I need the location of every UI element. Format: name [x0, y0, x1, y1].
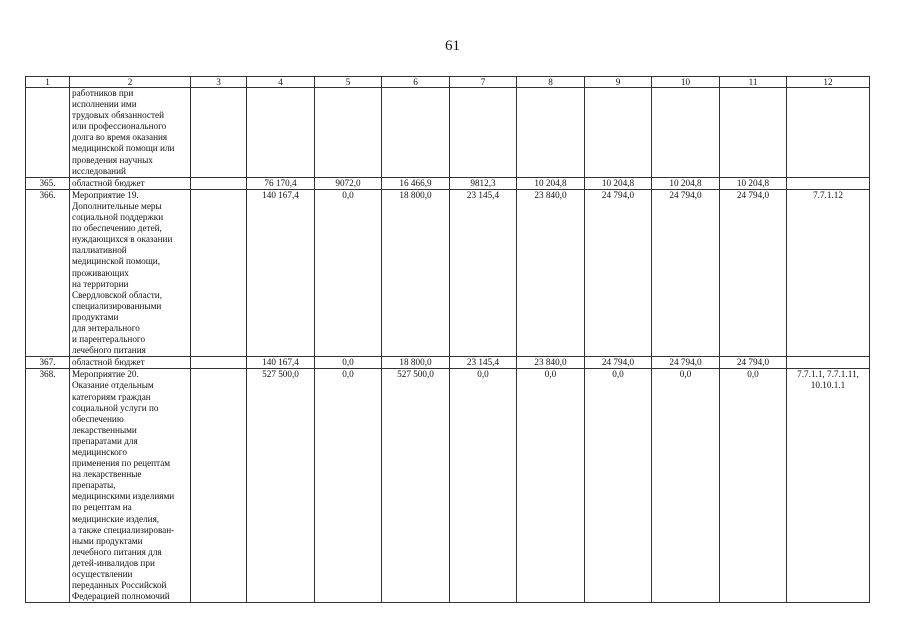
value-cell-4 — [247, 88, 315, 178]
value-cell-5: 0,0 — [315, 357, 382, 369]
target-indicator-codes — [787, 357, 870, 369]
column-header: 9 — [585, 77, 652, 88]
value-cell-3 — [191, 189, 247, 356]
description-line: лечебного питания для — [72, 546, 162, 557]
column-header: 12 — [787, 77, 870, 88]
value-cell-6: 16 466,9 — [382, 177, 450, 189]
target-indicator-codes — [787, 88, 870, 178]
description-line: лекарственными — [72, 424, 137, 435]
description-line: осуществлении — [72, 569, 133, 580]
description-line: лечебного питания — [72, 345, 146, 356]
page-crop — [0, 604, 905, 640]
code-line: 10.10.1.1 — [810, 380, 846, 391]
value-cell-5: 0,0 — [315, 369, 382, 603]
value-cell-9: 24 794,0 — [585, 357, 652, 369]
column-header: 7 — [450, 77, 517, 88]
value-cell-7: 23 145,4 — [450, 357, 517, 369]
column-header: 2 — [70, 77, 191, 88]
value-cell-8: 10 204,8 — [517, 177, 585, 189]
value-cell-7: 23 145,4 — [450, 189, 517, 356]
description-line: применения по рецептам — [72, 458, 171, 469]
description-line: на территории — [72, 278, 129, 289]
row-number: 366. — [26, 189, 70, 356]
description-line: проведения научных — [72, 154, 153, 165]
description-line: Мероприятие 20. — [72, 369, 139, 380]
description-line: трудовых обязанностей — [72, 110, 164, 121]
description-line: категориям граждан — [72, 391, 151, 402]
value-cell-7: 0,0 — [450, 369, 517, 603]
description-line: работников при — [72, 88, 134, 98]
value-cell-8: 23 840,0 — [517, 189, 585, 356]
value-cell-9: 24 794,0 — [585, 189, 652, 356]
column-header: 4 — [247, 77, 315, 88]
value-cell-9: 10 204,8 — [585, 177, 652, 189]
code-line: 7.7.1.12 — [813, 189, 843, 200]
description-line: переданных Российской — [72, 580, 167, 591]
description-line: Свердловской области, — [72, 289, 162, 300]
description-line: для энтерального — [72, 322, 140, 333]
description-line: медицинские изделия, — [72, 513, 160, 524]
value-cell-7 — [450, 88, 517, 178]
value-cell-4: 140 167,4 — [247, 189, 315, 356]
header-row — [26, 77, 870, 88]
row-description — [70, 88, 191, 178]
value-cell-7: 9812,3 — [450, 177, 517, 189]
column-header: 11 — [720, 77, 787, 88]
description-line: медицинскими изделиями — [72, 491, 175, 502]
table-row — [26, 177, 870, 189]
value-cell-10 — [652, 88, 720, 178]
column-header: 5 — [315, 77, 382, 88]
description-line: областной бюджет — [72, 357, 145, 368]
value-cell-6: 18 800,0 — [382, 357, 450, 369]
value-cell-10: 24 794,0 — [652, 357, 720, 369]
description-line: исполнении ими — [72, 99, 137, 110]
value-cell-3 — [191, 357, 247, 369]
row-number: 365. — [26, 177, 70, 189]
description-line: областной бюджет — [72, 177, 145, 188]
value-cell-11: 24 794,0 — [720, 357, 787, 369]
table-row — [26, 369, 870, 603]
target-indicator-codes — [787, 369, 870, 603]
table-row — [26, 189, 870, 356]
row-description — [70, 189, 191, 356]
value-cell-8: 0,0 — [517, 369, 585, 603]
description-line: медицинской помощи или — [72, 143, 175, 154]
value-cell-9 — [585, 88, 652, 178]
row-description — [70, 357, 191, 369]
description-line: Дополнительные меры — [72, 200, 162, 211]
value-cell-11: 10 204,8 — [720, 177, 787, 189]
value-cell-5: 9072,0 — [315, 177, 382, 189]
value-cell-6 — [382, 88, 450, 178]
description-line: Мероприятие 19. — [72, 189, 139, 200]
description-line: социальной услуги по — [72, 402, 159, 413]
description-line: детей-инвалидов при — [72, 557, 155, 568]
value-cell-4: 76 170,4 — [247, 177, 315, 189]
description-line: долга во время оказания — [72, 132, 168, 143]
description-line: препараты, — [72, 480, 116, 491]
description-line: по обеспечению детей, — [72, 223, 162, 234]
description-line: на лекарственные — [72, 469, 142, 480]
value-cell-5 — [315, 88, 382, 178]
description-line: а также специализирован- — [72, 524, 175, 535]
row-description — [70, 369, 191, 603]
row-description — [70, 177, 191, 189]
value-cell-11 — [720, 88, 787, 178]
description-line: или профессионального — [72, 121, 167, 132]
program-table — [25, 76, 870, 603]
value-cell-10: 24 794,0 — [652, 189, 720, 356]
target-indicator-codes — [787, 177, 870, 189]
column-header: 6 — [382, 77, 450, 88]
row-number: 367. — [26, 357, 70, 369]
description-line: проживающих — [72, 267, 129, 278]
description-line: препаратами для — [72, 435, 138, 446]
description-line: и парентерального — [72, 334, 146, 345]
value-cell-4: 527 500,0 — [247, 369, 315, 603]
description-line: исследований — [72, 165, 126, 176]
description-line: обеспечению — [72, 413, 124, 424]
value-cell-9: 0,0 — [585, 369, 652, 603]
value-cell-5: 0,0 — [315, 189, 382, 356]
table-row — [26, 357, 870, 369]
row-number: 368. — [26, 369, 70, 603]
value-cell-3 — [191, 177, 247, 189]
value-cell-11: 0,0 — [720, 369, 787, 603]
description-line: социальной поддержки — [72, 212, 164, 223]
description-line: продуктами — [72, 311, 119, 322]
value-cell-6: 18 800,0 — [382, 189, 450, 356]
description-line: медицинского — [72, 447, 127, 457]
description-line: специализированными — [72, 300, 162, 311]
column-header: 1 — [26, 77, 70, 88]
value-cell-8 — [517, 88, 585, 178]
value-cell-6: 527 500,0 — [382, 369, 450, 603]
table-row — [26, 88, 870, 178]
value-cell-3 — [191, 369, 247, 603]
column-header: 10 — [652, 77, 720, 88]
code-line: 7.7.1.1, 7.7.1.11, — [797, 369, 859, 380]
row-number — [26, 88, 70, 178]
column-header: 8 — [517, 77, 585, 88]
target-indicator-codes — [787, 189, 870, 356]
value-cell-8: 23 840,0 — [517, 357, 585, 369]
value-cell-11: 24 794,0 — [720, 189, 787, 356]
description-line: по рецептам на — [72, 502, 132, 513]
description-line: Федерацией полномочий — [72, 591, 170, 602]
description-line: ными продуктами — [72, 535, 143, 546]
column-header: 3 — [191, 77, 247, 88]
page-number: 61 — [445, 38, 460, 54]
value-cell-10: 10 204,8 — [652, 177, 720, 189]
value-cell-4: 140 167,4 — [247, 357, 315, 369]
description-line: медицинской помощи, — [72, 256, 161, 267]
value-cell-3 — [191, 88, 247, 178]
description-line: паллиативной — [72, 245, 127, 256]
value-cell-10: 0,0 — [652, 369, 720, 603]
description-line: Оказание отдельным — [72, 380, 154, 391]
description-line: нуждающихся в оказании — [72, 234, 173, 245]
